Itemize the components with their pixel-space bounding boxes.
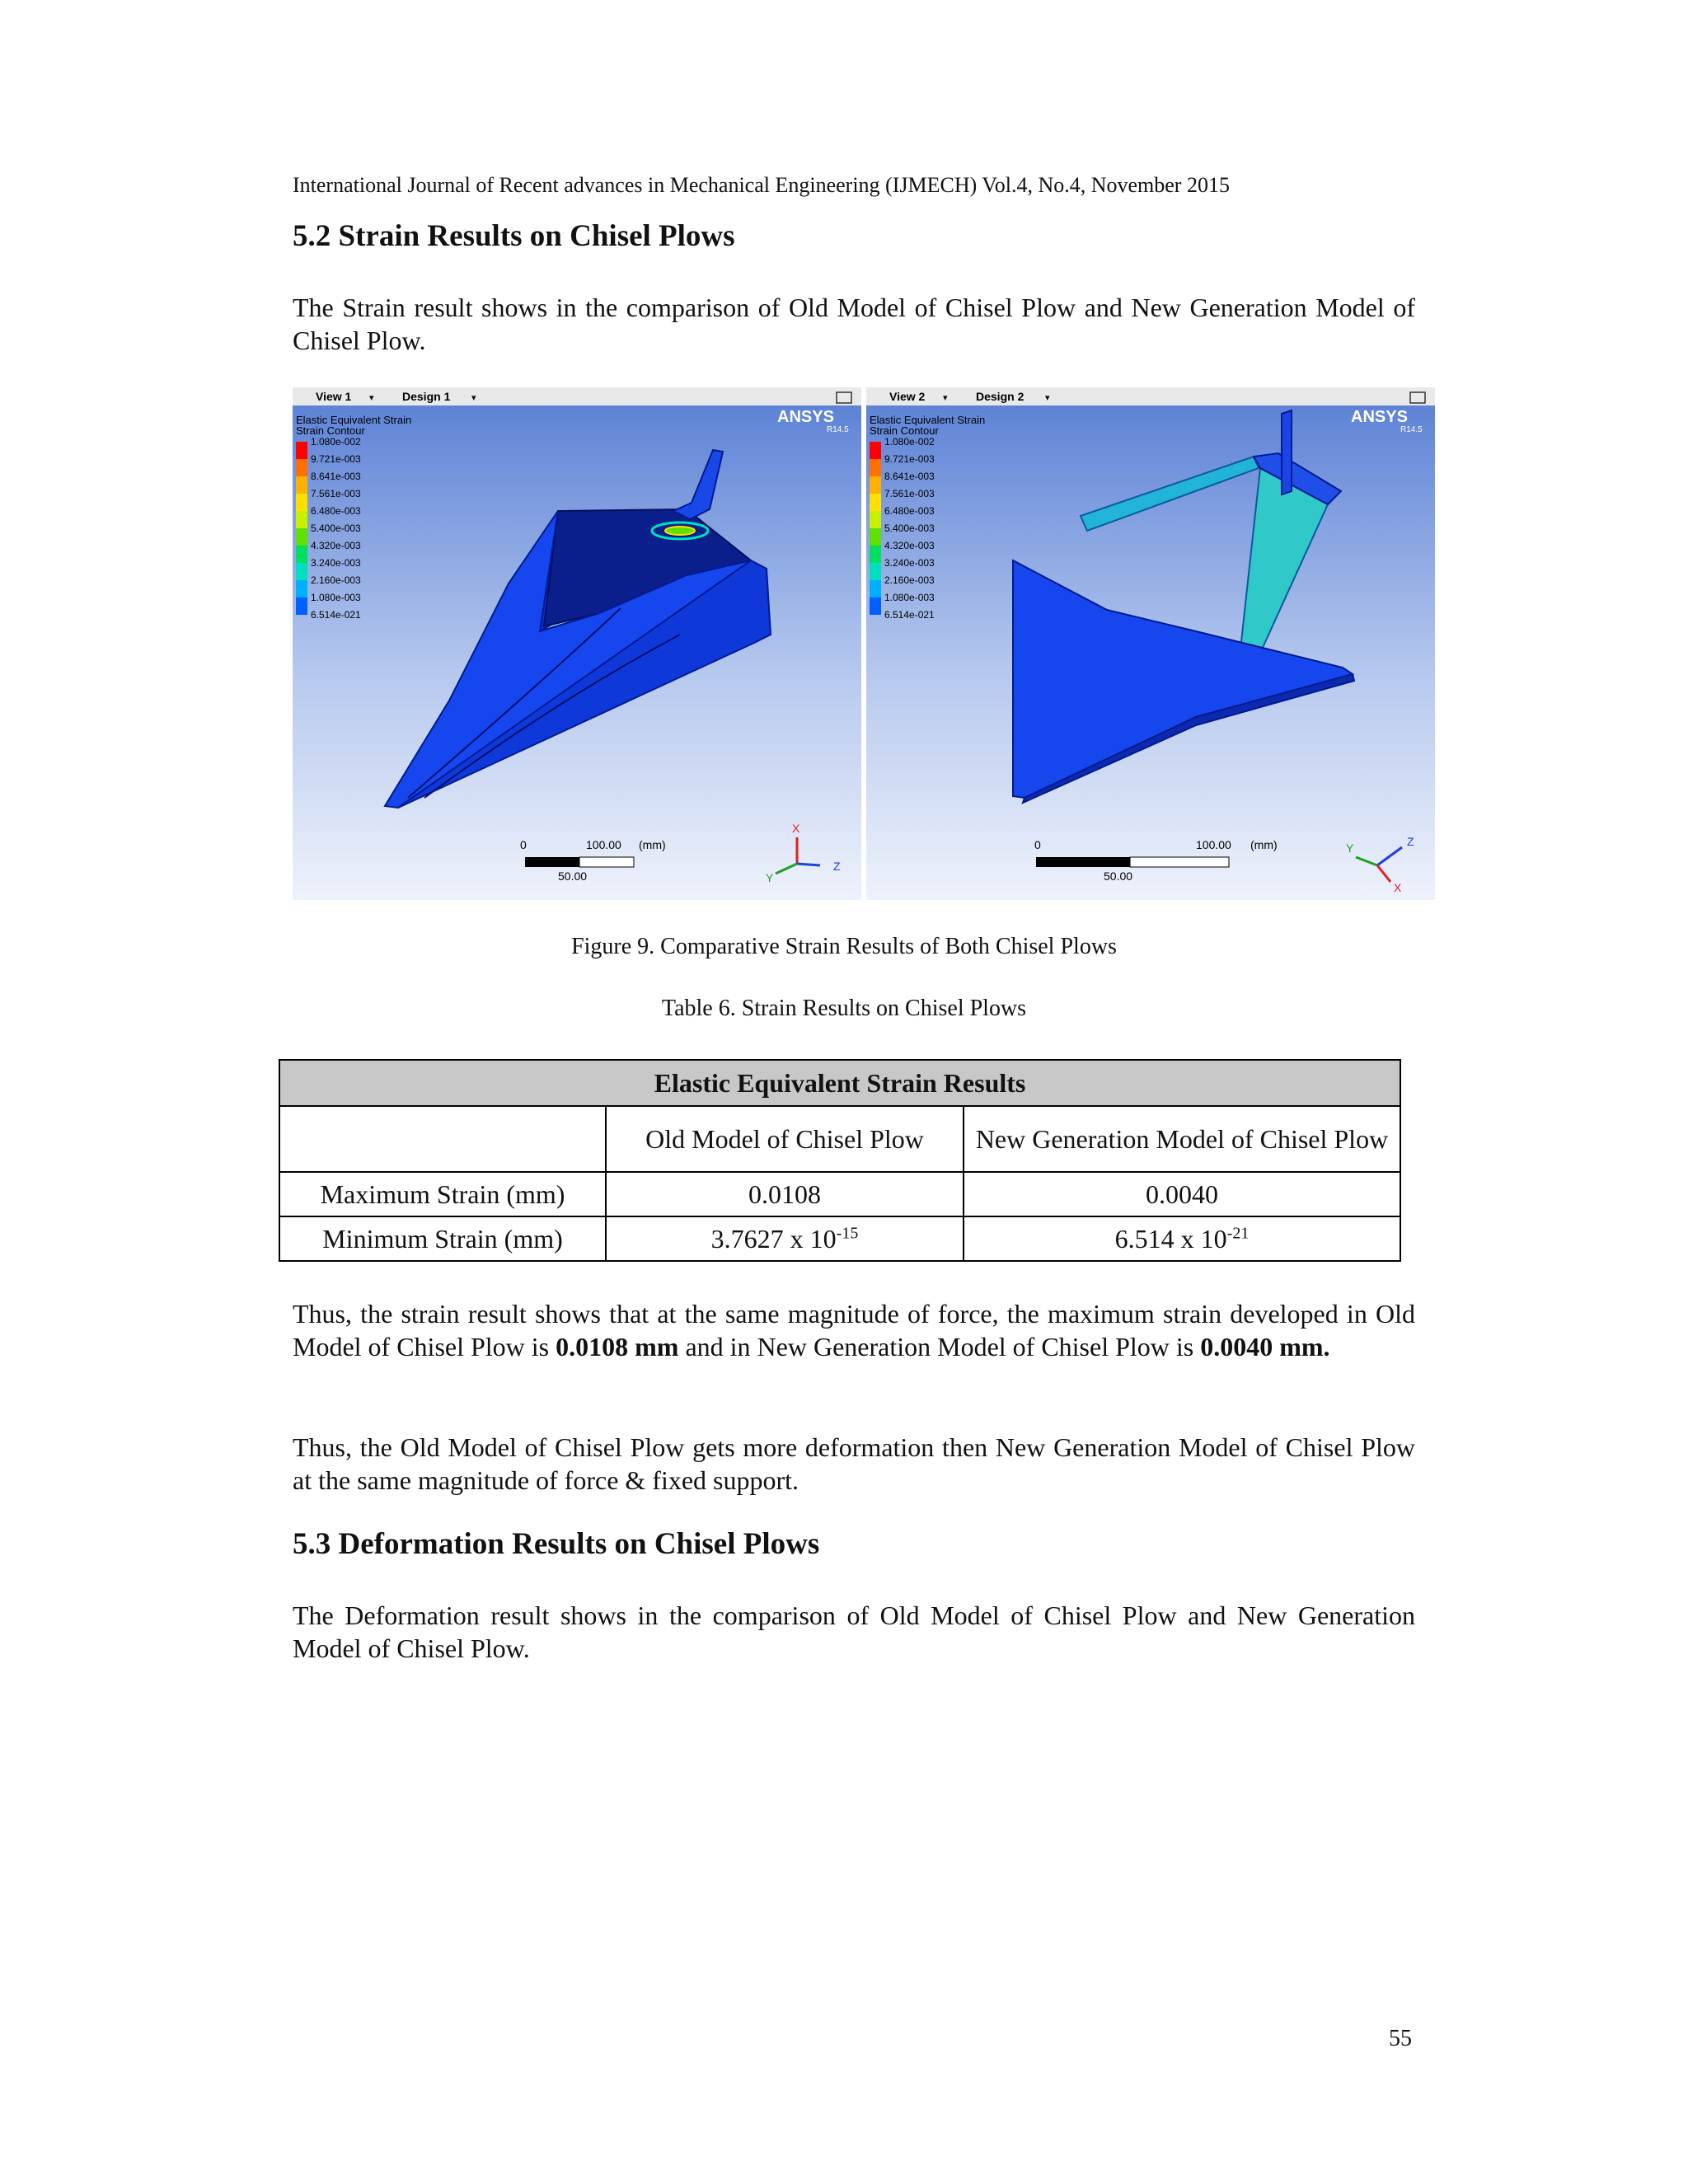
scale-start: 0 xyxy=(520,838,527,851)
row-label: Maximum Strain (mm) xyxy=(279,1172,606,1216)
scale-bar-light xyxy=(1130,857,1229,867)
scale-start: 0 xyxy=(1034,838,1041,851)
legend-swatch xyxy=(296,442,307,459)
svg-text:Z: Z xyxy=(833,860,841,873)
design-dropdown-icon: ▾ xyxy=(471,392,476,403)
ansys-version: R14.5 xyxy=(827,425,849,434)
legend-label: 7.561e-003 xyxy=(311,488,361,499)
legend-label: 1.080e-002 xyxy=(884,436,935,448)
legend-label: 4.320e-003 xyxy=(884,540,935,551)
row-label: Minimum Strain (mm) xyxy=(279,1216,606,1261)
svg-text:Y: Y xyxy=(1346,841,1354,855)
legend-swatch xyxy=(296,528,307,546)
scale-bar-dark xyxy=(525,857,579,867)
legend-label: 8.641e-003 xyxy=(884,471,935,482)
cell-new: 6.514 x $10^{-21}$ xyxy=(964,1216,1400,1261)
legend-label: 5.400e-003 xyxy=(884,523,935,534)
legend-label: 5.400e-003 xyxy=(311,523,361,534)
scale-end: 100.00 xyxy=(586,838,621,851)
section-title-5-2: 5.2 Strain Results on Chisel Plows xyxy=(293,219,735,253)
legend-label: 9.721e-003 xyxy=(884,453,935,465)
section-5-2-intro: The Strain result shows in the comparison of Old Model of Chisel Plow and New Generation Model of Chisel Plow. xyxy=(293,293,1415,355)
legend-label: 7.561e-003 xyxy=(884,488,935,499)
scale-end: 100.00 xyxy=(1196,838,1231,851)
legend-label: 2.160e-003 xyxy=(311,574,361,586)
ansys-logo: ANSYS xyxy=(777,408,834,426)
legend-label: 1.080e-002 xyxy=(311,436,361,448)
color-legend xyxy=(870,436,935,621)
scale-unit: (mm) xyxy=(1250,838,1278,851)
design-dropdown-icon: ▾ xyxy=(1045,392,1050,403)
panel-new-model xyxy=(866,387,1435,900)
strain-figure xyxy=(293,387,1435,900)
legend-swatch xyxy=(870,528,881,546)
legend-swatch xyxy=(870,563,881,580)
table-title: Elastic Equivalent Strain Results xyxy=(279,1060,1400,1106)
legend-swatch xyxy=(870,494,881,511)
legend-swatch xyxy=(296,598,307,615)
view-dropdown-icon: ▾ xyxy=(369,392,374,403)
legend-label: 9.721e-003 xyxy=(311,453,361,465)
page-number: 55 xyxy=(1389,2026,1412,2051)
result-title: Elastic Equivalent Strain xyxy=(870,414,986,426)
strain-results-table xyxy=(279,1059,1401,1262)
legend-label: 6.514e-021 xyxy=(311,609,361,621)
legend-swatch xyxy=(870,511,881,528)
column-header-empty xyxy=(279,1106,606,1172)
column-header-new: New Generation Model of Chisel Plow xyxy=(964,1106,1400,1172)
legend-swatch xyxy=(296,459,307,476)
view-label: View 2 xyxy=(889,390,926,403)
scale-mid: 50.00 xyxy=(1104,869,1133,883)
table-header-row xyxy=(279,1106,1400,1172)
conclusion-paragraph-1: Thus, the strain result shows that at the same magnitude of force, the maximum strain developed in Old Model of Chisel Plow is 0.0108 mm and in New Generation Model of Chisel Plow is 0.0040 mm. xyxy=(293,1299,1415,1361)
svg-text:Z: Z xyxy=(1407,835,1414,848)
legend-swatch xyxy=(870,546,881,563)
scale-mid: 50.00 xyxy=(558,869,588,883)
conclusion-paragraph-2: Thus, the Old Model of Chisel Plow gets more deformation then New Generation Model of Chisel Plow at the same magnitude of force & fixed support. xyxy=(293,1432,1415,1495)
journal-header: International Journal of Recent advances in Mechanical Engineering (IJMECH) Vol.4, No.4, November 2015 xyxy=(293,173,1230,197)
table-row xyxy=(279,1216,1400,1261)
legend-label: 1.080e-003 xyxy=(884,592,935,603)
legend-label: 6.514e-021 xyxy=(884,609,935,621)
table-caption: Table 6. Strain Results on Chisel Plows xyxy=(661,996,1027,1021)
legend-label: 3.240e-003 xyxy=(884,557,935,569)
legend-swatch xyxy=(296,511,307,528)
svg-text:X: X xyxy=(1394,881,1402,894)
legend-swatch xyxy=(296,580,307,598)
scale-bar-dark xyxy=(1036,857,1130,867)
view-dropdown-icon: ▾ xyxy=(943,392,948,403)
cell-old: 3.7627 x $10^{-15}$ xyxy=(606,1216,964,1261)
scale-unit: (mm) xyxy=(639,838,666,851)
legend-swatch xyxy=(296,546,307,563)
figure-caption: Figure 9. Comparative Strain Results of Both Chisel Plows xyxy=(571,934,1117,959)
panel-old-model xyxy=(293,387,861,900)
design-label: Design 1 xyxy=(402,390,451,403)
cell-new: 0.0040 xyxy=(964,1172,1400,1216)
color-legend xyxy=(296,436,361,621)
legend-swatch xyxy=(870,598,881,615)
legend-label: 3.240e-003 xyxy=(311,557,361,569)
cell-old: 0.0108 xyxy=(606,1172,964,1216)
table-title-row xyxy=(279,1060,1400,1106)
ansys-version: R14.5 xyxy=(1400,425,1423,434)
svg-text:Y: Y xyxy=(766,871,774,884)
legend-label: 4.320e-003 xyxy=(311,540,361,551)
result-title: Elastic Equivalent Strain xyxy=(296,414,412,426)
legend-swatch xyxy=(870,580,881,598)
svg-text:X: X xyxy=(792,822,800,835)
result-type: Strain Contour xyxy=(870,424,939,437)
legend-label: 6.480e-003 xyxy=(884,505,935,517)
legend-label: 8.641e-003 xyxy=(311,471,361,482)
legend-swatch xyxy=(296,476,307,494)
scale-bar-light xyxy=(579,857,634,867)
legend-swatch xyxy=(296,563,307,580)
legend-label: 1.080e-003 xyxy=(311,592,361,603)
legend-swatch xyxy=(296,494,307,511)
result-type: Strain Contour xyxy=(296,424,365,437)
legend-swatch xyxy=(870,459,881,476)
legend-swatch xyxy=(870,476,881,494)
legend-label: 6.480e-003 xyxy=(311,505,361,517)
legend-label: 2.160e-003 xyxy=(884,574,935,586)
design-label: Design 2 xyxy=(976,390,1025,403)
table-row xyxy=(279,1172,1400,1216)
legend-swatch xyxy=(870,442,881,459)
section-title-5-3: 5.3 Deformation Results on Chisel Plows xyxy=(293,1527,820,1561)
section-5-3-intro: The Deformation result shows in the comparison of Old Model of Chisel Plow and New Generation Model of Chisel Plow. xyxy=(293,1601,1415,1663)
new-plow-post xyxy=(1282,410,1292,494)
column-header-old: Old Model of Chisel Plow xyxy=(606,1106,964,1172)
ansys-logo: ANSYS xyxy=(1351,408,1408,426)
view-label: View 1 xyxy=(316,390,352,403)
